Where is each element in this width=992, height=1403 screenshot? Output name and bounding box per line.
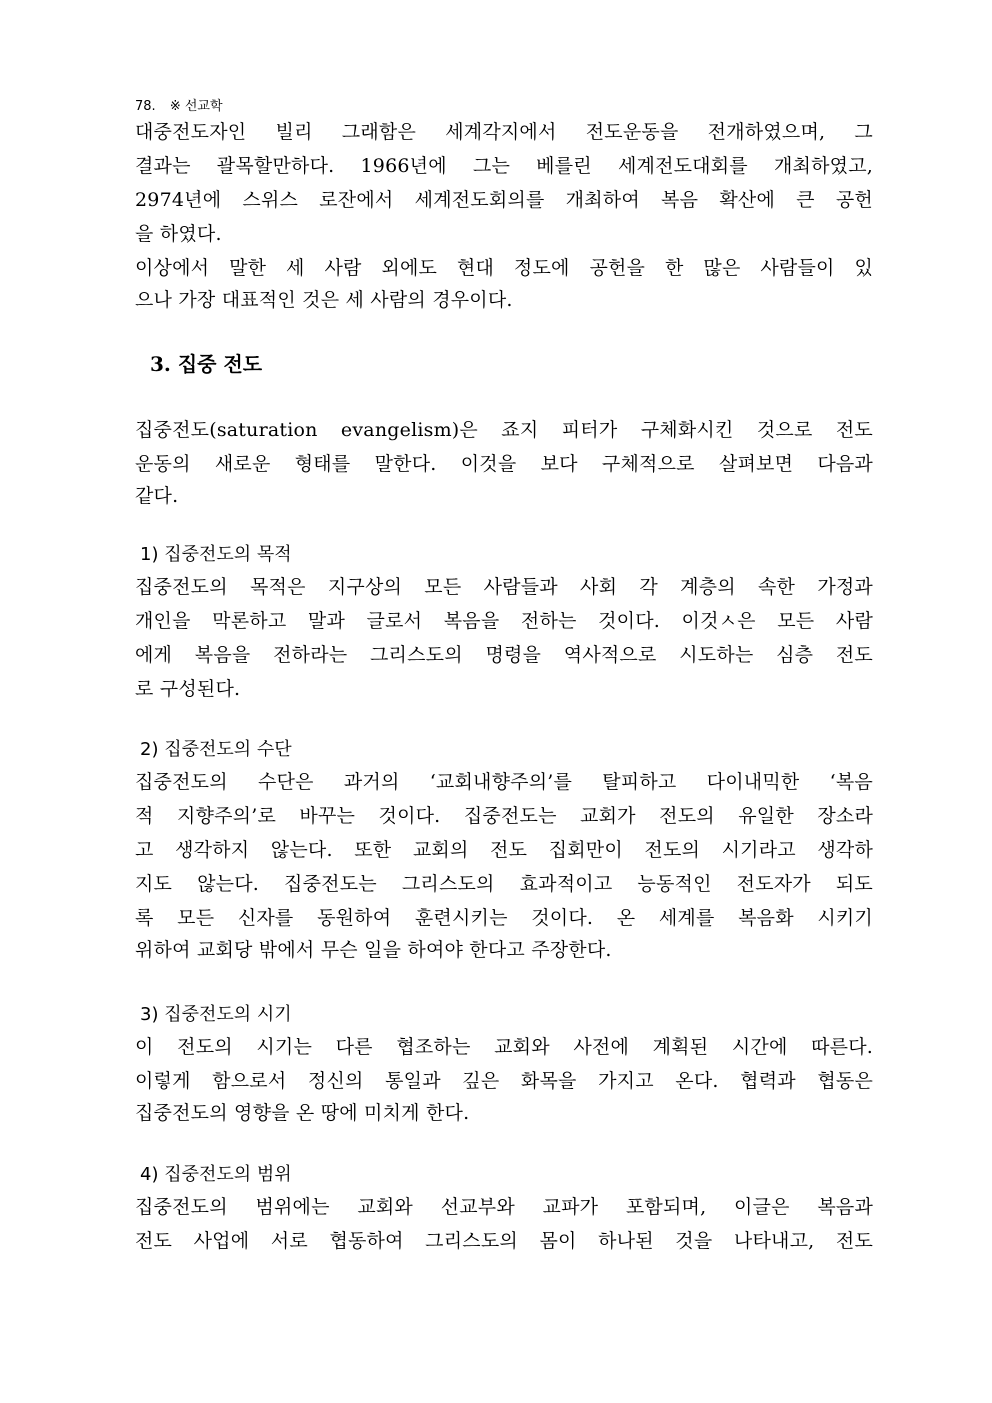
running-title: 선교학 [184, 99, 223, 114]
subsection-heading: 3) 집중전도의 시기 [140, 1004, 292, 1025]
section-heading: 3. 집중 전도 [150, 352, 263, 376]
body-line: 이렇게 함으로서 정신의 통일과 깊은 화목을 가지고 온다. 협력과 협동은 [135, 1070, 873, 1092]
body-line: 고 생각하지 않는다. 또한 교회의 전도 집회만이 전도의 시기라고 생각하 [135, 839, 873, 861]
body-line: 개인을 막론하고 말과 글로서 복음을 전하는 것이다. 이것ㅅ은 모든 사람 [135, 610, 873, 632]
body-line: 지도 않는다. 집중전도는 그리스도의 효과적이고 능동적인 전도자가 되도 [135, 873, 873, 895]
body-line: 록 모든 신자를 동원하여 훈련시키는 것이다. 온 세계를 복음화 시키기 [135, 907, 873, 929]
body-line: 2974년에 스위스 로잔에서 세계전도회의를 개최하여 복음 확산에 큰 공헌 [135, 189, 873, 211]
body-line: 전도 사업에 서로 협동하여 그리스도의 몸이 하나된 것을 나타내고, 전도 [135, 1230, 873, 1252]
body-line: 집중전도의 범위에는 교회와 선교부와 교파가 포함되며, 이글은 복음과 [135, 1196, 873, 1218]
body-line: 적 지향주의’로 바꾸는 것이다. 집중전도는 교회가 전도의 유일한 장소라 [135, 805, 873, 827]
body-line: 에게 복음을 전하라는 그리스도의 명령을 역사적으로 시도하는 심층 전도 [135, 644, 873, 666]
body-line: 위하여 교회당 밖에서 무슨 일을 하여야 한다고 주장한다. [135, 939, 612, 961]
body-line: 로 구성된다. [135, 678, 241, 700]
body-line: 을 하였다. [135, 223, 222, 245]
body-line: 집중전도(saturation evangelism)은 죠지 피터가 구체화시킨 것으로 전도 [135, 419, 873, 441]
page-number: 78. [135, 99, 156, 114]
body-line: 집중전도의 영향을 온 땅에 미치게 한다. [135, 1102, 470, 1124]
body-line: 이 전도의 시기는 다른 협조하는 교회와 사전에 계획된 시간에 따른다. [135, 1036, 873, 1058]
page-header [135, 99, 223, 115]
body-line: 으나 가장 대표적인 것은 세 사람의 경우이다. [135, 289, 513, 311]
subsection-heading: 2) 집중전도의 수단 [140, 739, 292, 760]
body-line: 결과는 괄목할만하다. 1966년에 그는 베를린 세계전도대회를 개최하였고, [135, 155, 873, 177]
body-line: 집중전도의 목적은 지구상의 모든 사람들과 사회 각 계층의 속한 가정과 [135, 576, 873, 598]
reference-mark-icon: ※ [169, 99, 181, 114]
subsection-heading: 1) 집중전도의 목적 [140, 544, 292, 565]
subsection-heading: 4) 집중전도의 범위 [140, 1164, 292, 1185]
body-line: 같다. [135, 485, 179, 507]
body-line: 이상에서 말한 세 사람 외에도 현대 정도에 공헌을 한 많은 사람들이 있 [135, 257, 873, 279]
body-line: 운동의 새로운 형태를 말한다. 이것을 보다 구체적으로 살펴보면 다음과 [135, 453, 873, 475]
body-line: 집중전도의 수단은 과거의 ‘교회내향주의’를 탈피하고 다이내믹한 ‘복음 [135, 771, 873, 793]
body-line: 대중전도자인 빌리 그래함은 세계각지에서 전도운동을 전개하였으며, 그 [135, 121, 873, 143]
